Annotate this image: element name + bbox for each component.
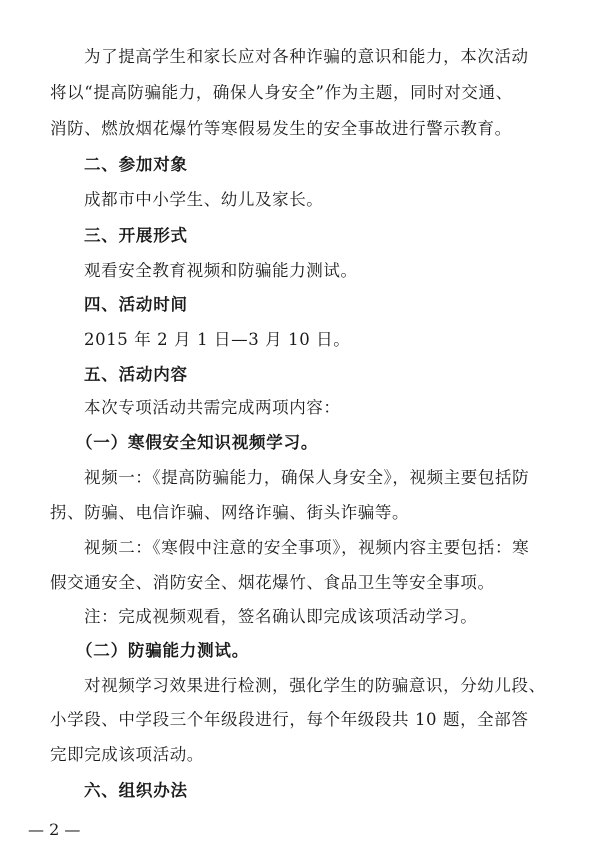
- participants-text: 成都市中小学生、幼儿及家长。: [84, 190, 324, 209]
- section-heading-organization: 六、组织办法: [84, 781, 188, 800]
- subsection-heading-video-learning: （一）寒假安全知识视频学习。: [76, 433, 319, 452]
- video2-line-2: 假交通安全、消防安全、烟花爆竹、食品卫生等安全事项。: [50, 573, 495, 592]
- video1-line-2: 拐、防骗、电信诈骗、网络诈骗、街头诈骗等。: [50, 503, 410, 522]
- intro-line-2: 将以“提高防骗能力，确保人身安全”作为主题，同时对交通、: [50, 83, 513, 102]
- section-heading-time: 四、活动时间: [84, 295, 188, 314]
- test-line-1: 对视频学习效果进行检测，强化学生的防骗意识，分幼儿段、: [84, 676, 546, 695]
- video1-line-1: 视频一：《提高防骗能力，确保人身安全》，视频主要包括防: [84, 468, 530, 487]
- section-heading-content: 五、活动内容: [84, 365, 188, 384]
- section-heading-format: 三、开展形式: [84, 226, 188, 245]
- intro-line-3: 消防、燃放烟花爆竹等寒假易发生的安全事故进行警示教育。: [50, 119, 512, 138]
- content-intro-text: 本次专项活动共需完成两项内容：: [84, 398, 341, 417]
- video-note: 注：完成视频观看，签名确认即完成该项活动学习。: [84, 607, 478, 626]
- test-line-3: 完即完成该项活动。: [50, 745, 204, 764]
- format-text: 观看安全教育视频和防骗能力测试。: [84, 261, 358, 280]
- page-number: — 2 —: [28, 820, 81, 839]
- subsection-heading-anti-fraud-test: （二）防骗能力测试。: [76, 641, 249, 660]
- time-text: 2015 年 2 月 1 日—3 月 10 日。: [84, 330, 351, 349]
- section-heading-participants: 二、参加对象: [84, 155, 188, 174]
- video2-line-1: 视频二：《寒假中注意的安全事项》，视频内容主要包括：寒: [84, 538, 530, 557]
- intro-line-1: 为了提高学生和家长应对各种诈骗的意识和能力，本次活动: [84, 47, 529, 66]
- test-line-2: 小学段、中学段三个年级段进行，每个年级段共 10 题，全部答: [50, 710, 529, 729]
